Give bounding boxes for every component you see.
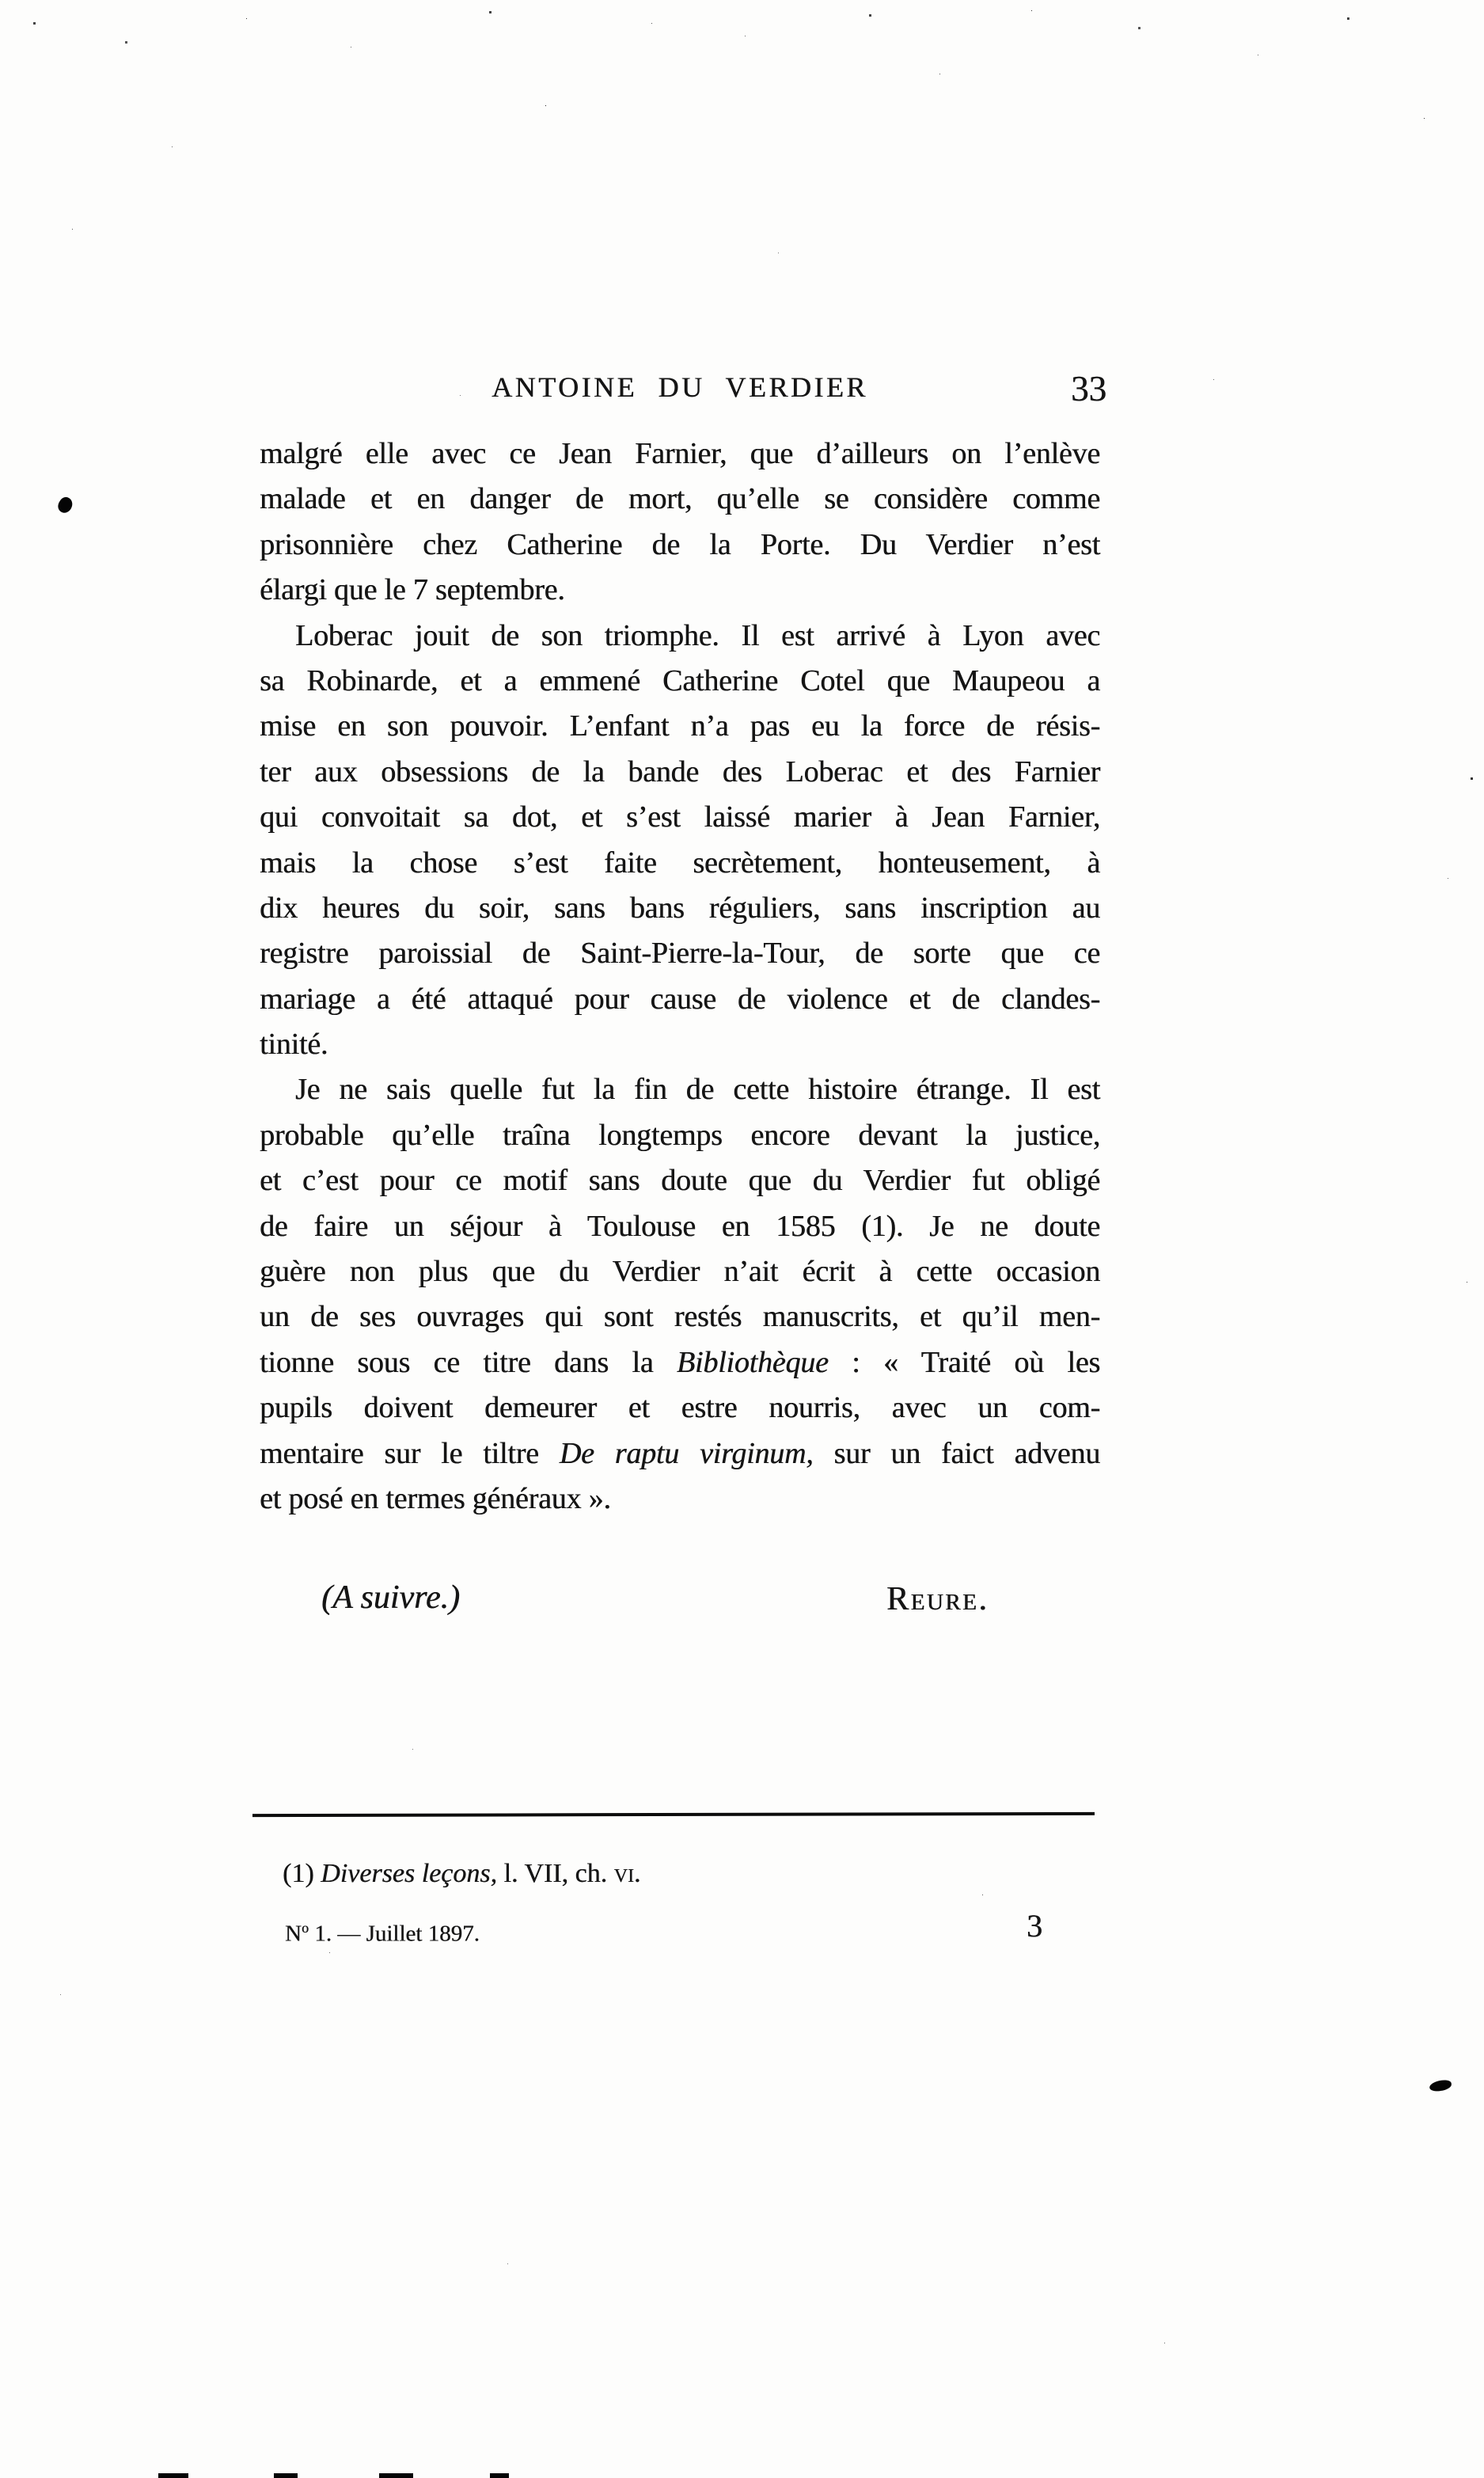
footnote <box>283 1857 640 1891</box>
footnote-work-italic: Diverses leçons, <box>321 1859 497 1888</box>
body-line: et c’est pour ce motif sans doute que du Verdier fut obligé <box>260 1164 1100 1198</box>
body-line <box>260 1431 1100 1477</box>
issue-number-ordinal: o <box>301 1920 309 1936</box>
issue-line <box>285 1913 480 1949</box>
scan-speckle-noise <box>0 0 2 2</box>
continuation-note: (A suivre.) <box>321 1579 460 1616</box>
running-header <box>260 371 1100 407</box>
body-line: élargi que le 7 septembre. <box>260 573 565 607</box>
body-line: malgré elle avec ce Jean Farnier, que d’ailleurs on l’enlève <box>260 437 1100 470</box>
scan-mark <box>379 2473 413 2478</box>
footnote-reference: l. VII, ch. <box>496 1859 614 1888</box>
body-line: Loberac jouit de son triomphe. Il est arrivé à Lyon avec <box>295 618 1100 652</box>
gathering-signature-mark: 3 <box>1027 1908 1042 1944</box>
body-line <box>260 1340 1100 1385</box>
ink-blot <box>1429 2079 1452 2092</box>
paragraph-2 <box>260 614 1100 1068</box>
body-line: de faire un séjour à Toulouse en 1585 (1). Je ne doute <box>260 1209 1100 1243</box>
page-number: 33 <box>1071 369 1106 409</box>
body-line: sa Robinarde, et a emmené Catherine Cotel que Maupeou a <box>260 663 1100 697</box>
body-line-segment: : « Traité où les <box>828 1345 1100 1379</box>
work-title-italic: De raptu virginum, <box>559 1436 814 1470</box>
footnote-rule <box>252 1812 1095 1817</box>
body-line: Je ne sais quelle fut la fin de cette histoire étrange. Il est <box>295 1073 1100 1107</box>
body-line: mariage a été attaqué pour cause de violence et de clandes- <box>260 982 1100 1016</box>
issue-date: 1. — Juillet 1897. <box>308 1921 480 1947</box>
scan-mark <box>274 2473 298 2478</box>
issue-number-n: N <box>285 1921 302 1947</box>
scan-mark <box>490 2473 509 2478</box>
scan-mark <box>158 2473 188 2478</box>
work-title-italic: Bibliothèque <box>676 1345 829 1379</box>
body-line: guère non plus que du Verdier n’ait écrit à cette occasion <box>260 1255 1100 1289</box>
body-line: et posé en termes généraux ». <box>260 1481 611 1515</box>
paragraph-3 <box>260 1067 1100 1522</box>
body-text-block <box>260 431 1100 1522</box>
body-line-segment: sur un faict advenu <box>813 1436 1100 1470</box>
body-line: registre paroissial de Saint-Pierre-la-Tour, de sorte que ce <box>260 937 1100 971</box>
body-line-segment: mentaire sur le tiltre <box>260 1436 560 1470</box>
body-line: malade et en danger de mort, qu’elle se considère comme <box>260 482 1100 516</box>
ink-blot <box>55 495 75 515</box>
body-line: un de ses ouvrages qui sont restés manuscrits, et qu’il men- <box>260 1300 1100 1334</box>
body-line: tinité. <box>260 1028 328 1062</box>
body-line: prisonnière chez Catherine de la Porte. Du Verdier n’est <box>260 527 1100 561</box>
page-header-title: ANTOINE DU VERDIER <box>492 371 868 403</box>
body-line: ter aux obsessions de la bande des Loberac et des Farnier <box>260 754 1100 789</box>
body-line: dix heures du soir, sans bans réguliers, sans inscription au <box>260 891 1100 925</box>
footnote-chapter-smallcaps: vi. <box>613 1859 641 1888</box>
author-signature: Reure. <box>886 1581 989 1617</box>
body-line: mise en son pouvoir. L’enfant n’a pas eu la force de résis- <box>260 709 1100 743</box>
body-line-segment: tionne sous ce titre dans la <box>260 1345 677 1379</box>
body-line: mais la chose s’est faite secrètement, honteusement, à <box>260 846 1100 880</box>
body-line: probable qu’elle traîna longtemps encore devant la justice, <box>260 1118 1100 1152</box>
paragraph-1 <box>260 431 1100 614</box>
body-line: pupils doivent demeurer et estre nourris, avec un com- <box>260 1391 1100 1425</box>
footnote-marker: (1) <box>283 1859 321 1888</box>
body-line: qui convoitait sa dot, et s’est laissé marier à Jean Farnier, <box>260 800 1100 834</box>
